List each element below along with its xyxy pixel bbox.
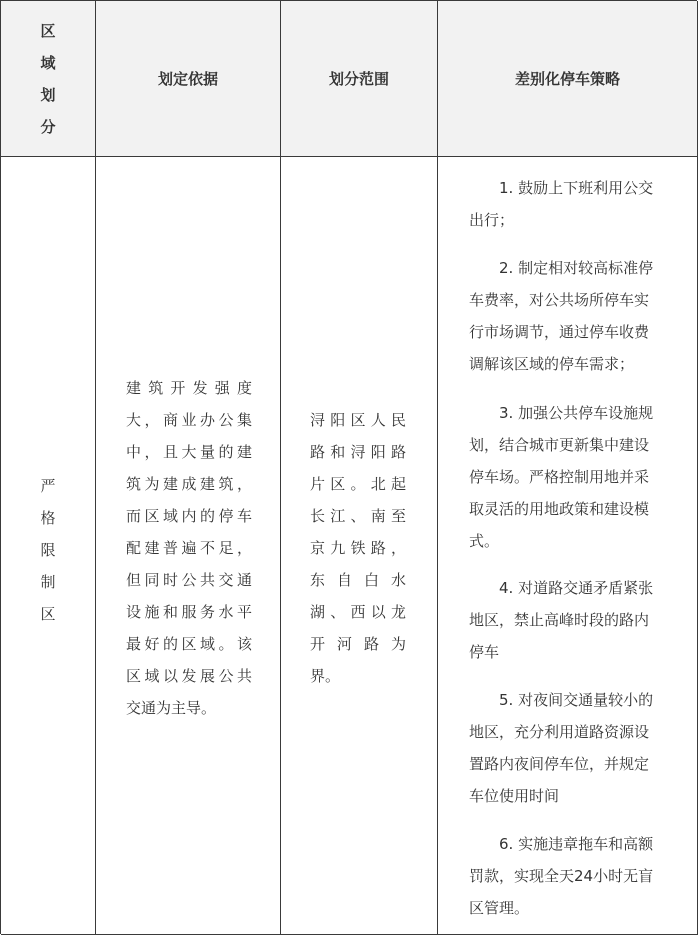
zone-cell [1,157,96,935]
header-strategy-label: 差别化停车策略 [514,70,620,88]
basis-line: 但同时公共交通 [126,571,252,589]
scope-line: 京九铁路， [310,539,406,557]
strategy-line: 停车 [469,643,500,661]
zone-char: 区 [40,605,56,623]
strategy-line: 停车场。严格控制用地并采 [469,468,650,486]
header-scope [281,1,438,157]
header-zone-division-text [40,15,55,143]
header-scope-label: 划分范围 [328,70,389,88]
strategy-line: 地区，充分利用道路资源设 [469,723,650,741]
scope-line: 路和浔阳路 [310,443,406,461]
scope-text [310,404,406,692]
basis-line: 大，商业办公集 [126,411,252,429]
strategy-line: 行市场调节，通过停车收费 [469,323,650,341]
scope-line: 片区。北起 [310,475,406,493]
basis-line: 最好的区域。该 [126,635,252,653]
strategy-line: 地区，禁止高峰时段的路内 [469,611,650,629]
header-char: 区 [40,21,56,40]
basis-line: 中，且大量的建 [126,443,252,461]
strategy-line: 罚款，实现全天24小时无盲 [469,867,654,885]
zone-char: 严 [40,477,56,495]
strategy-line: 置路内夜间停车位，并规定 [469,755,650,773]
basis-line: 区域以发展公共 [126,667,252,685]
scope-line: 东自白水 [310,571,406,589]
basis-line: 交通为主导。 [126,699,217,717]
scope-line: 长江、南至 [310,507,406,525]
strategy-line: 取灵活的用地政策和建设模 [469,500,650,518]
scope-line: 湖、西以龙 [310,603,406,621]
scope-line: 浔阳区人民 [310,411,406,429]
scope-line: 开河路为 [310,635,406,653]
strategy-line: 式。 [469,532,500,550]
header-zone-division [1,1,96,157]
zone-char: 格 [40,509,56,527]
strategy-item-6 [469,828,669,924]
strategy-line: 区管理。 [469,899,530,917]
strategy-item-4 [469,572,669,668]
basis-line: 而区域内的停车 [126,507,252,525]
zone-char: 制 [40,573,56,591]
basis-text [126,372,252,724]
strategy-line: 调解该区域的停车需求； [469,355,635,373]
strategy-line: 4. 对道路交通矛盾紧张 [469,579,654,597]
header-char: 分 [40,117,56,136]
strategy-line: 3. 加强公共停车设施规 [469,404,654,422]
header-char: 域 [40,53,56,72]
strategy-item-3 [469,397,669,557]
strategy-item-1 [469,172,669,236]
header-char: 划 [40,85,56,104]
strategy-line: 5. 对夜间交通量较小的 [469,691,654,709]
strategy-line: 1. 鼓励上下班利用公交 [469,179,654,197]
header-basis-label: 划定依据 [157,70,218,88]
strategy-line: 车费率，对公共场所停车实 [469,291,650,309]
strategy-line: 出行； [469,211,515,229]
zone-char: 限 [40,541,56,559]
basis-line: 筑为建成建筑， [126,475,252,493]
strategy-line: 6. 实施违章拖车和高额 [469,835,654,853]
basis-line: 配建普遍不足， [126,539,252,557]
strategy-item-5 [469,684,669,812]
header-basis [96,1,281,157]
strategy-item-2 [469,252,669,380]
strategy-line: 2. 制定相对较高标准停 [469,259,654,277]
basis-line: 建筑开发强度 [126,379,252,397]
strategy-line: 车位使用时间 [469,787,560,805]
strategy-line: 划，结合城市更新集中建设 [469,436,650,454]
basis-line: 设施和服务水平 [126,603,252,621]
scope-line: 界。 [310,667,341,685]
header-strategy [438,1,698,157]
zone-name [1,470,95,630]
